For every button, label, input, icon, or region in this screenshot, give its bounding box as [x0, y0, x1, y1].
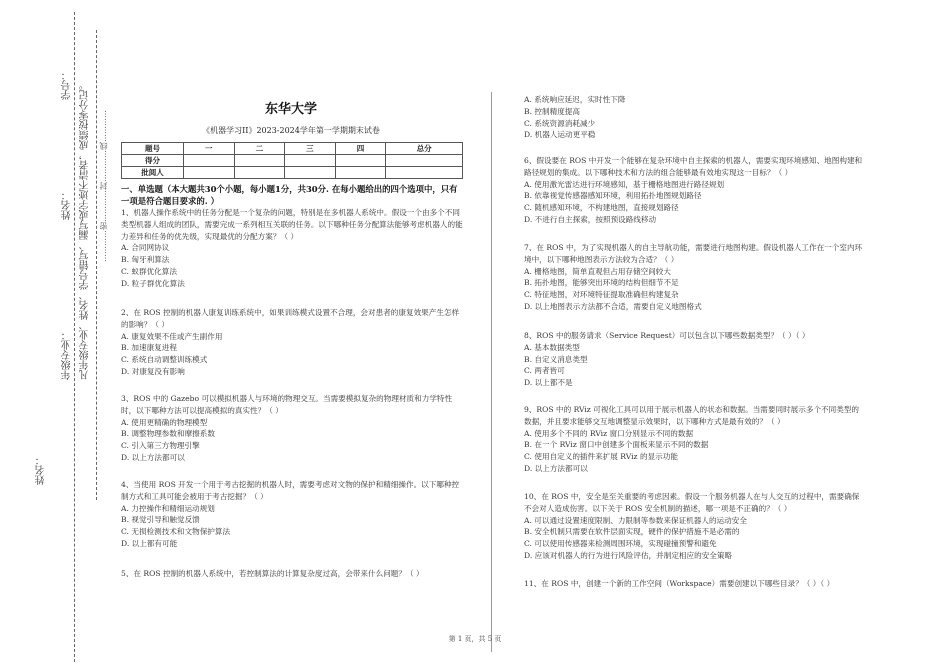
question-7	[524, 242, 864, 313]
question-stem: 1、机器人操作系统中的任务分配是一个复杂的问题，特别是在多机器人系统中。假设一个由多个不同类型机器人组成的团队，需要完成一系列相互关联的任务。以下哪种任务分配算法能够考虑机器人的能力差异和任务的优先级，实现最优的分配方案？（ ）	[121, 208, 463, 241]
question-stem: 6、假设要在 ROS 中开发一个能够在复杂环境中自主探索的机器人，需要实现环境感知、地图构建和路径规划的集成。以下哪种技术和方法的组合能够最有效地实现这一目标？（ ）	[524, 156, 863, 177]
option: C. 两者皆可	[524, 366, 565, 376]
page-number: 第 1 页，共 5 页	[448, 635, 502, 643]
question-10	[524, 491, 864, 562]
question-stem: 9、ROS 中的 RViz 可视化工具可以用于展示机器人的状态和数据。当需要同时展示多个不同类型的数据，并且要求能够交互地调整显示效果时，以下哪种方式是最有效的？（ ）	[524, 405, 860, 426]
option: D. 以上方法都可以	[524, 463, 588, 473]
table-cell: 四	[335, 143, 386, 155]
option: D. 以上地图表示方法都不合适，需要自定义地图格式	[524, 301, 702, 311]
table-cell: 得分	[122, 155, 184, 167]
option: C. 系统资源消耗减少	[524, 118, 596, 128]
option: D. 不进行自主探索，按照预设路线移动	[524, 214, 657, 224]
class-label: 年级专业：	[62, 330, 73, 380]
seal-line-text: …………密…………封…………线…………	[99, 110, 108, 262]
question-2	[121, 307, 463, 378]
option: C. 引入第三方物理引擎	[121, 441, 200, 451]
option: B. 调整物理参数和摩擦系数	[121, 429, 215, 439]
score-row	[122, 155, 463, 167]
option: A. 系统响应延迟，实时性下降	[524, 95, 626, 104]
school-label: 姓名：	[36, 455, 47, 485]
option: B. 控制精度提高	[524, 106, 580, 116]
question-8	[524, 330, 864, 389]
option: D. 应该对机器人的行为进行风险评估，并制定相应的安全策略	[524, 550, 733, 560]
option: C. 特征地图，对环境特征提取准确但构建复杂	[524, 290, 679, 300]
option: D. 对康复没有影响	[121, 366, 185, 376]
option: D. 以上方法都可以	[121, 452, 185, 462]
score-table	[121, 142, 463, 179]
question-6	[524, 155, 864, 226]
column-divider	[491, 92, 492, 652]
question-3	[121, 393, 463, 464]
exam-title: 《机器学习II》2023-2024学年第一学期期末试卷	[202, 126, 380, 135]
option: C. 蚁群优化算法	[121, 266, 177, 276]
question-stem: 4、当使用 ROS 开发一个用于考古挖掘的机器人时，需要考虑对文物的保护和精细操作。以下哪种控制方式和工具可能会被用于考古挖掘？（ ）	[121, 480, 460, 501]
option: B. 依靠视觉传感器感知环境，利用拓扑地图规划路径	[524, 191, 702, 201]
option: C. 系统自动调整训练模式	[121, 355, 208, 365]
question-9	[524, 404, 864, 475]
option: C. 随机感知环境，不构建地图，直接规划路径	[524, 203, 679, 213]
question-stem: 7、在 ROS 中，为了实现机器人的自主导航功能，需要进行地图构建。假设机器人工作在一个室内环境中，以下哪种地图表示方法较为合适？（ ）	[524, 243, 863, 264]
question-5	[121, 568, 463, 580]
reviewer-row	[122, 167, 463, 179]
option: C. 无损检测技术和文物保护算法	[121, 527, 231, 537]
option: A. 栅格地图，简单直观但占用存储空间较大	[524, 266, 671, 276]
option: A. 康复效果不佳或产生副作用	[121, 331, 223, 341]
option: B. 视觉引导和触觉反馈	[121, 515, 200, 525]
option: A. 基本数据类型	[524, 342, 580, 352]
question-stem: 3、ROS 中的 Gazebo 可以模拟机器人与环境的物理交互。当需要模拟复杂的物理材质和力学特性时，以下哪种方法可以提高模拟的真实性？（ ）	[121, 394, 453, 415]
table-cell: 题号	[122, 143, 184, 155]
option: A. 使用激光雷达进行环境感知，基于栅格地图进行路径规划	[524, 179, 725, 189]
table-cell: 总分	[386, 143, 463, 155]
table-cell: 三	[285, 143, 336, 155]
option: A. 使用多个不同的 RViz 窗口分别显示不同的数据	[524, 428, 694, 438]
table-cell: 批阅人	[122, 167, 184, 179]
question-stem: 11、在 ROS 中，创建一个新的工作空间（Workspace）需要创建以下哪些目录？（ ）（ ）	[524, 579, 835, 588]
option: B. 自定义消息类型	[524, 354, 588, 364]
question-stem: 2、在 ROS 控制的机器人康复训练系统中，如果训练模式设置不合理，会对患者的康复效果产生怎样的影响？（ ）	[121, 308, 460, 329]
score-table-header-row	[122, 143, 463, 155]
university-title: 东华大学	[264, 102, 317, 117]
option: B. 在一个 RViz 窗口中创建多个面板来显示不同的数据	[524, 440, 709, 450]
binding-line-2	[96, 30, 97, 500]
option: D. 机器人运动更平稳	[524, 130, 596, 140]
option: A. 使用更精确的物理模型	[121, 417, 208, 427]
question-1	[121, 207, 463, 290]
question-stem: 5、在 ROS 控制的机器人系统中，若控制算法的计算复杂度过高，会带来什么问题？（ ）	[121, 569, 424, 578]
table-cell: 一	[184, 143, 235, 155]
option: B. 匈牙利算法	[121, 255, 170, 265]
student-id-label: 学号：	[62, 70, 73, 100]
option: A. 力控操作和精细运动规划	[121, 503, 215, 513]
option: C. 可以使用传感器来检测周围环境，实现碰撞预警和避免	[524, 539, 717, 549]
option: D. 以上都不是	[524, 378, 573, 388]
question-4	[121, 479, 463, 550]
question-11	[524, 578, 864, 590]
name-label: 姓名：	[62, 190, 73, 220]
option: B. 加速康复进程	[121, 343, 177, 353]
option: D. 粒子群优化算法	[121, 278, 185, 288]
question-stem: 8、ROS 中的服务请求（Service Request）可以包含以下哪些数据类型？（ ）（ ）	[524, 331, 810, 340]
option: A. 合同网协议	[121, 243, 170, 253]
option: B. 安全机制只需要在软件层面实现，硬件的保护措施不是必需的	[524, 527, 740, 537]
question-stem: 10、在 ROS 中，安全是至关重要的考虑因素。假设一个服务机器人在与人交互的过程中，需要确保不会对人造成伤害。以下关于 ROS 安全机制的描述，哪一项是不正确的？（ ）	[524, 492, 860, 513]
option: A. 可以通过设置速度限制、力限制等参数来保证机器人的运动安全	[524, 515, 747, 525]
option: C. 使用自定义的插件来扩展 RViz 的显示功能	[524, 452, 678, 462]
notice-text: 凡年级专业、姓名、学号错写、漏写或字迹不清者，成绩按零分记。	[80, 80, 91, 380]
option: D. 以上都有可能	[121, 538, 178, 548]
question-5-options	[524, 94, 864, 141]
section-heading: 一、单选题（本大题共30个小题，每小题1分，共30分. 在每小题给出的四个选项中，只有一项是符合题目要求的. ）	[121, 184, 458, 206]
option: B. 拓扑地图，能够突出环境的结构但细节不足	[524, 278, 679, 288]
table-cell: 二	[234, 143, 285, 155]
